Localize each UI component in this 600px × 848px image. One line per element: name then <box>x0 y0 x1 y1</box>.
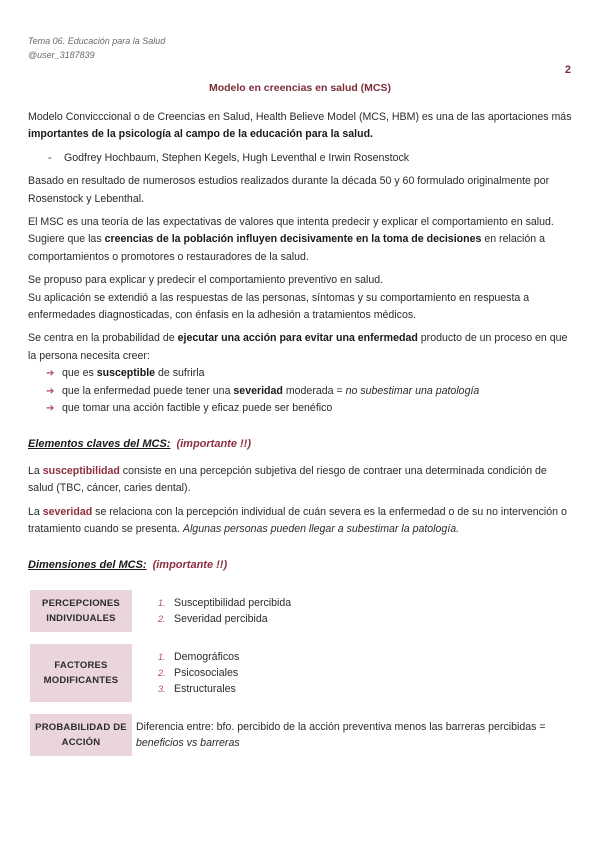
table-row <box>30 644 574 702</box>
authors-line <box>28 150 574 167</box>
susceptibilidad-term: susceptibilidad <box>42 464 120 477</box>
important-note: (importante !!) <box>152 558 228 571</box>
list-item <box>158 595 574 611</box>
list-item <box>158 611 574 627</box>
theory-text-end: en relación a comportamientos o promotores o restauradores de la salud. <box>28 233 545 263</box>
theory-text: El MSC es una teoría de las expectativas de valores que intenta predecir y explicar el comportamiento en salud. Sugiere que las <box>28 216 554 246</box>
bullet-text: que es <box>62 367 97 380</box>
purpose-line1: Se propuso para explicar y predecir el comportamiento preventivo en salud. <box>28 274 384 287</box>
list-item <box>46 383 574 400</box>
belief-list <box>28 365 574 417</box>
item-text: Severidad percibida <box>174 612 268 625</box>
intro-bold: importantes de la psicología al campo de la educación para la salud. <box>28 128 373 141</box>
item-text: Demográficos <box>174 650 240 663</box>
list-item <box>46 365 574 382</box>
purpose-line2: Su aplicación se extendió a las respuestas de las personas, síntomas y su comportamiento en respuesta a enfermedades diagnosticadas, con énfasis en la adhesión a tratamientos médicos. <box>28 291 530 322</box>
bullet-text: que la enfermedad puede tener una <box>62 384 234 397</box>
row-label: FACTORES MODIFICANTES <box>30 644 132 702</box>
bullet-text: que tomar una acción factible y eficaz puede ser benéfico <box>62 402 333 415</box>
item-text: Estructurales <box>174 682 236 695</box>
row-label: PERCEPCIONES INDIVIDUALES <box>30 590 132 632</box>
para-text-end: se relaciona con la percepción individual de cuán severa es la enfermedad o de su no intervención o tratamiento cuando se presenta. <box>28 505 567 536</box>
row-label: PROBABILIDAD DE ACCIÓN <box>30 714 132 756</box>
item-number: 2. <box>158 667 166 678</box>
elementos-heading <box>28 436 574 453</box>
intro-text: Modelo Convicccional o de Creencias en Salud, Health Believe Model (MCS, HBM) es una de las aportaciones más <box>28 111 572 123</box>
authors-text: Godfrey Hochbaum, Stephen Kegels, Hugh Leventhal e Irwin Rosenstock <box>64 151 410 164</box>
severidad-term: severidad <box>42 505 93 518</box>
para-text: La <box>28 505 43 518</box>
focus-paragraph <box>28 330 574 365</box>
accion-italic: beneficios vs barreras <box>136 736 240 749</box>
header-topic: Tema 06. Educación para la Salud <box>28 36 166 46</box>
page-number: 2 <box>564 64 571 76</box>
list-item <box>158 681 574 697</box>
important-note: (importante !!) <box>176 437 251 450</box>
item-number: 1. <box>158 597 166 608</box>
para-text: La <box>28 464 43 477</box>
focus-text: Se centra en la probabilidad de <box>28 332 178 345</box>
list-item <box>158 649 574 665</box>
dimensions-table <box>30 578 574 768</box>
purpose-paragraph <box>28 272 574 324</box>
focus-text-end: producto de un proceso en que la persona necesita creer: <box>28 332 568 362</box>
dimensiones-title: Dimensiones del MCS: <box>28 558 147 571</box>
intro-paragraph <box>28 109 574 144</box>
row-values <box>132 590 574 632</box>
bullet-text-end: moderada = <box>282 384 346 397</box>
basis-paragraph: Basado en resultado de numerosos estudios realizados durante la década 50 y 60 formulado originalmente por Rosenstock y Lebenthal. <box>28 175 550 205</box>
row-values <box>132 644 574 702</box>
susceptibilidad-paragraph <box>28 463 574 498</box>
accion-text: Diferencia entre: bfo. percibido de la acción preventiva menos las barreras percibidas = <box>136 720 546 733</box>
table-row <box>30 590 574 632</box>
focus-bold: ejecutar una acción para evitar una enfermedad <box>177 332 418 345</box>
numbered-list <box>140 649 574 697</box>
page-title: Modelo en creencias en salud (MCS) <box>208 82 392 94</box>
table-row <box>30 714 574 756</box>
list-item <box>158 665 574 681</box>
item-text: Susceptibilidad percibida <box>174 596 292 609</box>
header-user: @user_3187839 <box>28 50 95 60</box>
bullet-bold: susceptible <box>96 367 156 380</box>
page-header <box>28 34 165 62</box>
arrow-icon: ➔ <box>46 403 55 415</box>
elementos-title: Elementos claves del MCS: <box>28 437 171 450</box>
severidad-paragraph <box>28 504 574 539</box>
main-content <box>28 109 574 768</box>
arrow-icon: ➔ <box>46 368 55 380</box>
item-number: 1. <box>158 651 166 662</box>
row-values <box>132 714 574 756</box>
dash-icon: - <box>48 151 52 164</box>
para-italic: Algunas personas pueden llegar a subestimar la patología. <box>182 523 460 536</box>
bullet-italic: no subestimar una patología <box>345 384 480 397</box>
dimensiones-heading <box>28 557 574 574</box>
bullet-text-end: de sufrirla <box>155 367 205 380</box>
theory-paragraph <box>28 214 574 266</box>
item-number: 3. <box>158 683 166 694</box>
para-text-end: consiste en una percepción subjetiva del riesgo de contraer una determinada condición de salud (TBC, cáncer, caries dental). <box>28 464 547 495</box>
list-item <box>46 400 574 417</box>
numbered-list <box>140 595 574 627</box>
bullet-bold: severidad <box>233 384 283 397</box>
arrow-icon: ➔ <box>46 385 55 397</box>
item-number: 2. <box>158 613 166 624</box>
item-text: Psicosociales <box>174 666 239 679</box>
theory-bold: creencias de la población influyen decisivamente en la toma de decisiones <box>104 233 482 246</box>
